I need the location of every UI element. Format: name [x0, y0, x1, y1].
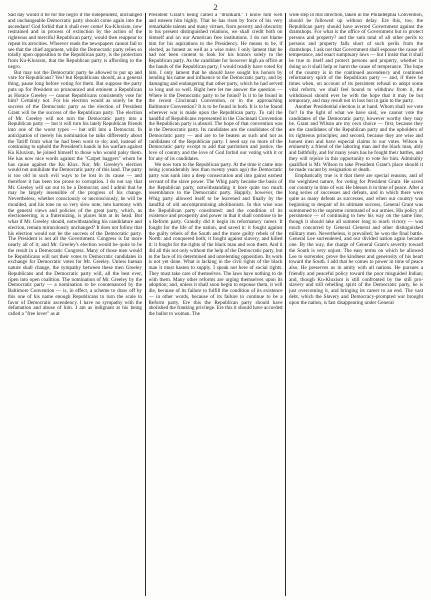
paragraph: But may not the Democratic party be allowed to put up and vote for Republicans? Yes! but Republicans should, as a general thing, pause long before voting for them. But suppose the party puts up for President so pronounced and eminent a Republican as Horace Greeley — cannot Republicans consistently vote for him? Certainly not. For his election would as surely be the success of the Democratic party as the election of President Grant will be the success of the Republican party. The election of Mr. Greeley will not turn the Democratic party into a Republican party — but it will turn his lately Republican friends into one of the worst types — but still into a Democrat. In anticipation of merely his nomination he talks differently about the Tariff from what he had been wont to do; and, instead of continuing to uphold the President's hands in his warfare against Ku Kluxism, he joined himself to those who would palsy them. He has now nice words against the "Carpet baggers" whom he has cause against the Ku Klux. Nor, Mr. Greeley's election would not annihilate the Democratic party of this land. The party is too old in such evil ways to be lost in its cause — and therefore it has been too prone to corruption. I do not say that Mr. Greeley will sat out to be a Democrat; and I admit that he may be largely insensible of the progress of his change. Nevertheless, whether consciously or unconsciously, he will be moulded, and his tone no so very slow note, into harmony with the general views and policies of the great party, which, as electioneering, is a fraternizing, is places him at its head. But what if Mr. Greeley should, notwithstanding his candidature and election, remain miraculously unchanged? It does not follow that his election would not be the success of the Democratic party. The President is not all the Government. Congress is far more nearly all of it; and Mr. Greeley's election would be quite to be the result in a Democratic Congress. Many of those men would be Republicans will not their votes to Democratic candidates in exchange for Democratic votes for Mr. Greeley. Unless human nature shall change, the sympathy between these men Greeley Republicans and the Democratic party will, all the best ever, ripen into open coalition. The nomination of Mr. Greeley by the Democratic party — a nomination to be countenanced by the Baltimore Convention — is, in effect, a scheme to draw off by this one of his name enough Republicans to turn the scale in favor of Democratic ascendency. I have no sympathy with the defamation and abuse of him. I am as indignant at his being called a "free lover" as at	[8, 69, 142, 317]
paragraph: Sad day would it be for the negro if the independent, unchanged and unchangeable Democratic party should come again into the ascendant! God forbid that it shall ever come! Ku-Kluxism, now restrained and in process of extinction by the action of the righteous and merciful Republican party, would then reappear to repeat its atrocities. Whoever reads the newspapers cannot fail to see that the chief argument, whilst the Democratic party relies so totally upon opposition to the Republican party, is the protection from Ku-Kluxism, that the Republican party is affording to the negro.	[8, 13, 142, 70]
paragraph: Another Presidential election is at hand. Whom shall we vote for? In the light of what we have said, we cannot vote the candidates of the Democratic party, however worthy they may be. Grant and Wilson are my own choice — first, because they are the candidates of the Republican party and the upholders of its righteous principles; and second, because they are wise and honest men and have especial claims to our votes. Wilson is eminently a friend of the laboring man and the black man, ably and faithfully, and for many years has he fought their battles, and they will rejoice in this opportunity to vote for him. Admirably qualified is Mr. Wilson to take President Grant's place should it be made vacant by resignation or death.	[289, 104, 423, 174]
column-1	[8, 13, 142, 596]
paragraph: We now turn to the Republican party. At the time it came into being (considerably less than twenty years ago) the Democratic party was sunk into a deep consecration and into gainst earnest servant of the slave power. The Whig party became the basis of the Republican party, notwithstanding it bore quite too much resemblance to the Democratic party. Happily, however, the Whig party allowed itself to be leavened and finally by the handful of old uncompromising abolitionists. In this wise was the Republican party constituted: and the condition of its existence and prosperity and power in that it shall continue to be a Reform party. Grandly did it begin its reformatory career. It fought for the life of the nation, and saved it: it fought against the guilty rebels of the South and the more guilty rebels of the North: and conquered both; it fought against slavery, and killed it: it fought for the rights of the black man and won them. And it did all this not only without the help of the Democratic party, but in the face of its determined and unrelenting opposition. Its work is not yet done. What is lacking in the civil rights of the black man it must hasten to supply. I speak not here of social rights. They must take care of themselves. The laws have nothing to do with them. Many other reforms are urging themselves upon its adoption; and, unless it shall soon begin to espouse them, it will die, because of its failure to fulfill the condition of its existence — in other words, because of its failure to continue to be a Reform party. Ere this the Republican party should have abolished the franking privilege. Ere this it should have accorded the ballot to woman. The	[148, 161, 283, 317]
column-divider	[285, 13, 286, 596]
column-2	[149, 13, 283, 596]
paragraph: Emphatically true is it that there are special reasons, and of the weightiest nature, for voting for President Grant. He saved our country in time of war. He blesses it in time of peace. After a long series of successes and defeats, and in which there were quite as many defeats as successes, and when our country was beginning to despair of its ultimate success, General Grant was summoned to the supreme command of our armies. His policy of persistence — of continuing to hew his way on the same line, though it should take all summer long to reach victory — was much concurred by General Cleneral and other distinguished military men. Nevertheless, it prevailed; he won the final battle. General Lee surrendered, and our divided nation again became one. By the way, the charge of General Grant's severity toward the South is very unjust. The easy terms on which he allowed Lee to surrender, prove the kindness and generosity of his heart toward the South. I add that he comes to power in time of peace also. He preserves us in amity with all nations. He pursues a friendly and peaceful policy toward the poor misguided Indian; and, though Ku-Kluxism is still confronted by the still pro-slavery and still rebelling spirit of the Democratic party, he is just overcoming it, and bringing its career to an end. The vast debt, which the Slavery and Democracy-prompted war brought upon the nation, is fast disappearing under General	[289, 173, 423, 306]
page-number: 2	[213, 3, 218, 12]
paragraph: President Grant's being called a "drunkard." I know him well and esteem him highly. That he has risen by force of his very remarkable talents and many virtues, from poverty and obscurity to his present distinguished relations, we shall credit both on himself and on our American free institutions. I do not blame him for his aspirations to the Presidency. He means to be, if elected, as honest as well as a wise ruler. I only lament that he had not been content to look for his honors solely to the Republican party. As the candidate for however high an office at the hands of the Republican party, I would readily have voted for him. I only lament that he should have sought his honors by bending his name and influence to the Democratic party, and by damaging and endangering that other party, which he had served so long and so well. Right here let me answer the question — Where is the Democratic party to be found? Is it to be found in the recent Cincinnati Convention, or in the approaching Baltimore Convention? It is to be found in both. It is to be found wherever war is made upon the Republican party. To call the handful of Republicans represented in the Cincinnati Convention the Republican party is absurd. The hope of that convention was in the Democratic party. Its candidates are the candidates of the Democratic party — and are to be beaten as such and not as candidates of the Republican party. I need say no more of the Democratic party except to add that patriotism and justice, the love of country and the love of God forbid our voting with it or for any of its candidates.	[148, 13, 283, 162]
paragraph: wide step in this direction, taken in the Philadelphia Convention, should be followed up without delay. Ere this, too, the Republican party should have averred Government against the dramshops. For what is the office of Government but to protect persons and property? and the sum total of all other perils to persons and property falls short of such perils from the dramshops. I ask not that Government shall espouse the cause of temperance, and enact sumptuary laws — but I insist that it shall be true to itself and protect persons and property, whether in doing so it shall help or harm the cause of temperance. The hope of the country is in the continued ascendency and continued reformatory spirit of the Republican party — and, if there be times when, on account of its persistent refusal to adopt some vital reform, we shall feel bound to withdraw from it, the withdrawal should ever be with the hope that it may be but temporary, and may result not in loss but in gain to the party.	[289, 13, 423, 105]
article-columns	[8, 13, 423, 596]
column-3	[289, 13, 423, 596]
column-divider	[145, 13, 146, 596]
